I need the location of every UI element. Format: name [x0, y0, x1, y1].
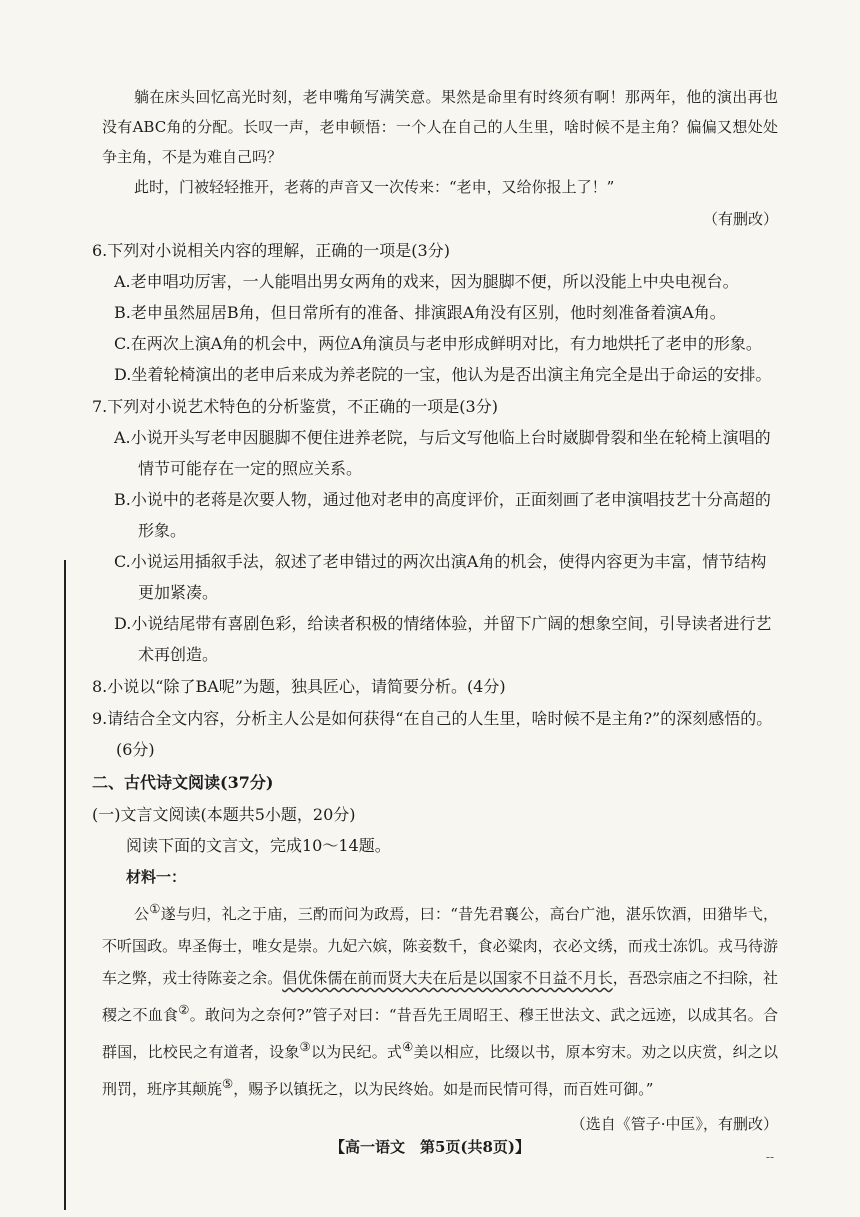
wavy-underlined-sentence: 倡优侏儒在前而贤大夫在后是以国家不日益不月长	[282, 969, 613, 987]
footnote-ref-5: ⑤	[222, 1076, 234, 1091]
passage-text: ，吾恐宗庙之不扫除，社稷之不血食	[102, 969, 778, 1024]
footnote-ref-4: ④	[402, 1039, 414, 1054]
story-paragraph-1: 躺在床头回忆高光时刻，老申嘴角写满笑意。果然是命里有时终须有啊！那两年，他的演出再也没有ABC角的分配。长叹一声，老申顿悟：一个人在自己的人生里，啥时候不是主角？偏偏又想处处争主角，不是为难自己吗？	[102, 88, 778, 166]
question-7-option-d: D.小说结尾带有喜剧色彩，给读者积极的情绪体验，并留下广阔的想象空间，引导读者进行艺术再创造。	[114, 614, 772, 664]
passage-text: ，赐予以镇抚之，以为民终始。如是而民情可得，而百姓可御。”	[233, 1080, 654, 1098]
page-footer: 【高一语文 第5页(共8页)】	[329, 1138, 531, 1156]
passage-text: 遂与归，礼之于庙，三酌而问为政焉，曰：“昔先君襄公，高台广池，湛乐饮酒，田猎毕弋，不听国政。卑圣侮士，唯女是崇。九妃六嫔，陈妾数千，食必粱肉，衣必文绣，而戎士冻饥。戎马待游车之弊，戎士待陈妾之余。	[102, 905, 778, 987]
passage-source: （选自《管子·中匡》，有删改）	[570, 1115, 778, 1133]
passage-text: 以为民纪。式	[310, 1043, 403, 1061]
question-7-option-c: C.小说运用插叙手法，叙述了老申错过的两次出演A角的机会，使得内容更为丰富，情节结构更加紧凑。	[114, 552, 767, 602]
question-6-option-d: D.坐着轮椅演出的老申后来成为养老院的一宝，他认为是否出演主角完全是出于命运的安排。	[114, 365, 772, 384]
reading-instruction: 阅读下面的文言文，完成10～14题。	[126, 836, 391, 855]
classical-passage	[102, 893, 778, 1105]
section-2-heading: 二、古代诗文阅读(37分)	[92, 773, 274, 792]
material-1-label: 材料一：	[126, 868, 187, 886]
binding-margin-line	[64, 560, 66, 1210]
footnote-ref-1: ①	[149, 901, 161, 916]
question-7-option-a: A.小说开头写老申因腿脚不便住进养老院，与后文写他临上台时崴脚骨裂和坐在轮椅上演唱的情节可能存在一定的照应关系。	[114, 428, 771, 478]
question-6-option-c: C.在两次上演A角的机会中，两位A角演员与老申形成鲜明对比，有力地烘托了老申的形象。	[114, 334, 762, 353]
passage-text: 美以相应，比缀以书，原本穷末。劝之以庆赏，纠之以刑罚，班序其颠旄	[102, 1043, 778, 1098]
footnote-ref-2: ②	[178, 1002, 190, 1017]
question-6-stem: 6.下列对小说相关内容的理解，正确的一项是(3分)	[92, 241, 450, 260]
subsection-1-heading: (一)文言文阅读(本题共5小题，20分)	[92, 805, 356, 824]
passage-text: 。敢问为之奈何?”管子对曰：“昔吾先王周昭王、穆王世法文、武之远迹，以成其名。合群国，比校民之有道者，设象	[102, 1006, 778, 1061]
edit-note: （有删改）	[702, 210, 778, 228]
story-paragraph-2: 此时，门被轻轻推开，老蒋的声音又一次传来：“老申，又给你报上了！”	[134, 178, 615, 196]
question-6-option-a: A.老申唱功厉害，一人能唱出男女两角的戏来，因为腿脚不便，所以没能上中央电视台。	[114, 272, 739, 291]
question-9: 9.请结合全文内容，分析主人公是如何获得“在自己的人生里，啥时候不是主角?”的深刻感悟的。(6分)	[92, 709, 773, 759]
footnote-ref-3: ③	[299, 1039, 311, 1054]
question-6-option-b: B.老申虽然屈居B角，但日常所有的准备、排演跟A角没有区别，他时刻准备着演A角。	[114, 303, 726, 322]
page-content	[92, 82, 778, 1139]
question-8: 8.小说以“除了BA呢”为题，独具匠心，请简要分析。(4分)	[92, 677, 506, 696]
passage-text: 公	[134, 905, 150, 923]
question-7-option-b: B.小说中的老蒋是次要人物，通过他对老申的高度评价，正面刻画了老申演唱技艺十分高超的形象。	[114, 490, 771, 540]
question-7-stem: 7.下列对小说艺术特色的分析鉴赏，不正确的一项是(3分)	[92, 397, 498, 416]
corner-mark: --	[765, 1150, 774, 1164]
